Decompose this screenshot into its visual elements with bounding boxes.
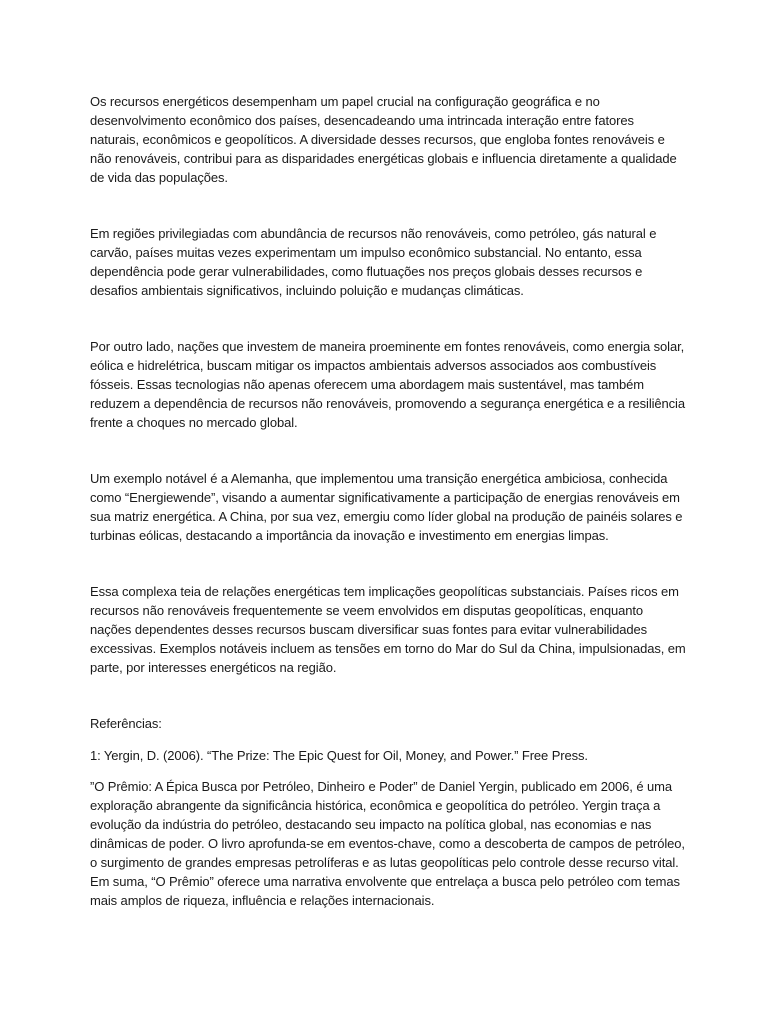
references-heading: Referências: (90, 716, 162, 731)
paragraph-renewable: Por outro lado, nações que investem de maneira proeminente em fontes renováveis, como energia solar, eólica e hidrelétrica, buscam mitigar os impactos ambientais adversos associados aos combustíveis fósseis. Essas tecnologias não apenas oferecem uma abordagem mais sustentável, mas também reduzem a dependência de recursos não renováveis, promovendo a segurança energética e a resiliência frente a choques no mercado global. (90, 339, 685, 430)
references-section (90, 714, 686, 910)
reference-summary: ”O Prêmio: A Épica Busca por Petróleo, Dinheiro e Poder” de Daniel Yergin, publicado em 2006, é uma exploração abrangente da significância histórica, econômica e geopolítica do petróleo. Yergin traça a evolução da indústria do petróleo, destacando seu impacto na política global, nas economias e nas dinâmicas de poder. O livro aprofunda-se em eventos-chave, como a descoberta de campos de petróleo, o surgimento de grandes empresas petrolíferas e as lutas geopolíticas pelo controle desse recurso vital. Em suma, “O Prêmio” oferece uma narrativa envolvente que entrelaça a busca pelo petróleo com temas mais amplos de riqueza, influência e relações internacionais. (90, 779, 685, 908)
paragraph-geopolitics: Essa complexa teia de relações energéticas tem implicações geopolíticas substanciais. Países ricos em recursos não renováveis frequentemente se veem envolvidos em disputas geopolíticas, enquanto nações dependentes desses recursos buscam diversificar suas fontes para evitar vulnerabilidades excessivas. Exemplos notáveis incluem as tensões em torno do Mar do Sul da China, impulsionadas, em parte, por interesses energéticos na região. (90, 584, 686, 675)
paragraph-nonrenewable: Em regiões privilegiadas com abundância de recursos não renováveis, como petróleo, gás natural e carvão, países muitas vezes experimentam um impulso econômico substancial. No entanto, essa dependência pode gerar vulnerabilidades, como flutuações nos preços globais desses recursos e desafios ambientais significativos, incluindo poluição e mudanças climáticas. (90, 226, 657, 298)
reference-citation: 1: Yergin, D. (2006). “The Prize: The Epic Quest for Oil, Money, and Power.” Free Press. (90, 748, 588, 763)
paragraph-intro: Os recursos energéticos desempenham um papel crucial na configuração geográfica e no desenvolvimento econômico dos países, desencadeando uma intrincada interação entre fatores naturais, econômicos e geopolíticos. A diversidade desses recursos, que engloba fontes renováveis e não renováveis, contribui para as disparidades energéticas globais e influencia diretamente a qualidade de vida das populações. (90, 94, 677, 185)
document-page (90, 92, 686, 910)
paragraph-examples: Um exemplo notável é a Alemanha, que implementou uma transição energética ambiciosa, conhecida como “Energiewende”, visando a aumentar significativamente a participação de energias renováveis em sua matriz energética. A China, por sua vez, emergiu como líder global na produção de painéis solares e turbinas eólicas, destacando a importância da inovação e investimento em energias limpas. (90, 471, 683, 543)
